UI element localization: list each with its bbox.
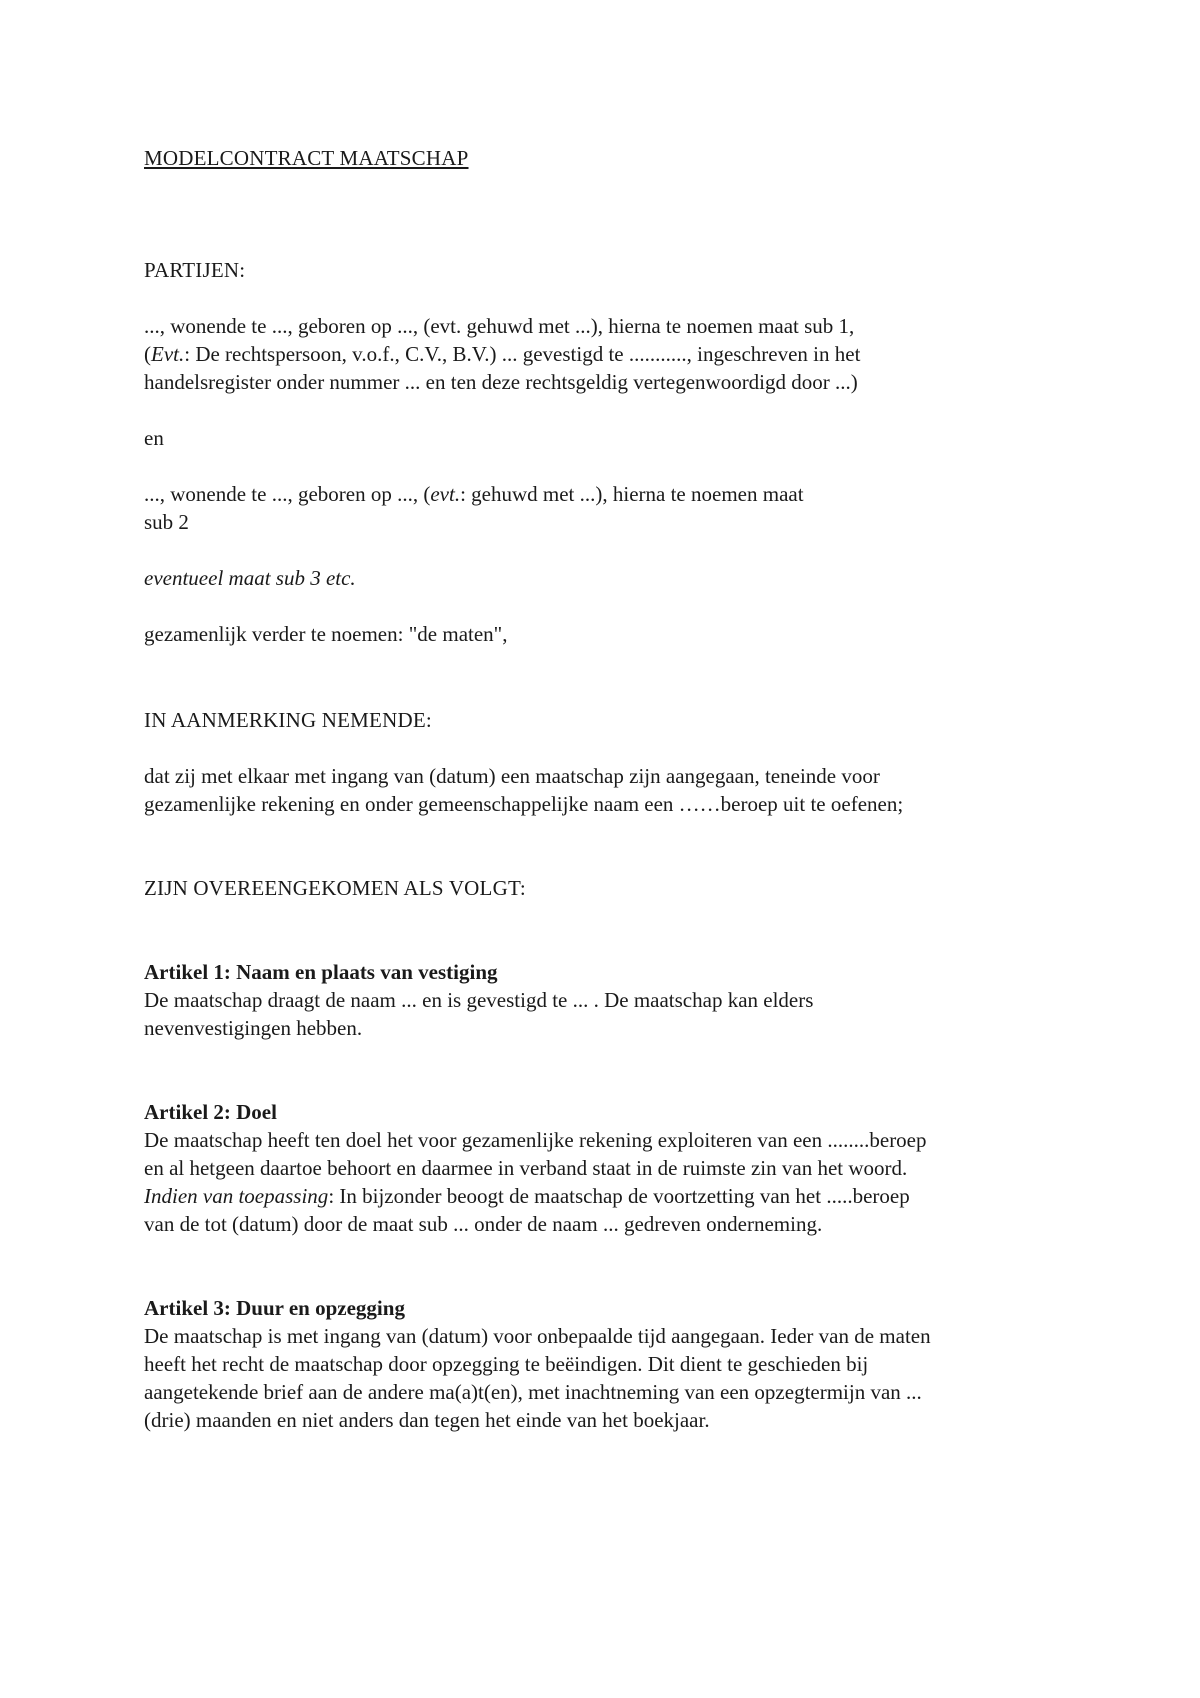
party2-line2: sub 2 bbox=[144, 510, 189, 534]
artikel1-line2: nevenvestigingen hebben. bbox=[144, 1016, 363, 1040]
artikel3-line3: aangetekende brief aan de andere ma(a)t(en), met inachtneming van een opzegtermijn van ... bbox=[144, 1380, 922, 1404]
artikel1-heading: Artikel 1: Naam en plaats van vestiging bbox=[144, 960, 498, 984]
party1-line2: (Evt.: De rechtspersoon, v.o.f., C.V., B.V.) ... gevestigd te ..........., ingeschreven in het bbox=[144, 342, 861, 366]
artikel3-heading: Artikel 3: Duur en opzegging bbox=[144, 1296, 405, 1320]
artikel2-line2: en al hetgeen daartoe behoort en daarmee in verband staat in de ruimste zin van het woord. bbox=[144, 1156, 908, 1180]
eventueel-note: eventueel maat sub 3 etc. bbox=[144, 566, 356, 590]
artikel3-section bbox=[144, 1294, 1084, 1434]
artikel3-line1: De maatschap is met ingang van (datum) voor onbepaalde tijd aangegaan. Ieder van de maten bbox=[144, 1324, 931, 1348]
artikel1-line1: De maatschap draagt de naam ... en is gevestigd te ... . De maatschap kan elders bbox=[144, 988, 814, 1012]
in-aanmerking-paragraph bbox=[144, 762, 1084, 818]
in-aanmerking-heading: IN AANMERKING NEMENDE: bbox=[144, 708, 432, 732]
party1-line3: handelsregister onder nummer ... en ten deze rechtsgeldig vertegenwoordigd door ...) bbox=[144, 370, 858, 394]
overeengekomen-heading: ZIJN OVEREENGEKOMEN ALS VOLGT: bbox=[144, 876, 526, 900]
in-aanmerking-line2: gezamenlijke rekening en onder gemeenschappelijke naam een ……beroep uit te oefenen; bbox=[144, 792, 904, 816]
artikel3-line4: (drie) maanden en niet anders dan tegen het einde van het boekjaar. bbox=[144, 1408, 710, 1432]
partijen-heading: PARTIJEN: bbox=[144, 258, 246, 282]
artikel3-line2: heeft het recht de maatschap door opzegging te beëindigen. Dit dient te geschieden bij bbox=[144, 1352, 869, 1376]
gezamenlijk-line: gezamenlijk verder te noemen: "de maten", bbox=[144, 622, 508, 646]
artikel2-line4: van de tot (datum) door de maat sub ... onder de naam ... gedreven onderneming. bbox=[144, 1212, 823, 1236]
artikel2-line1: De maatschap heeft ten doel het voor gezamenlijke rekening exploiteren van een ........beroep bbox=[144, 1128, 927, 1152]
artikel2-line3: Indien van toepassing: In bijzonder beoogt de maatschap de voortzetting van het .....beroep bbox=[144, 1184, 910, 1208]
artikel2-section bbox=[144, 1098, 1084, 1238]
en-connector: en bbox=[144, 426, 164, 450]
in-aanmerking-line1: dat zij met elkaar met ingang van (datum) een maatschap zijn aangegaan, teneinde voor bbox=[144, 764, 880, 788]
artikel2-heading: Artikel 2: Doel bbox=[144, 1100, 277, 1124]
party2-paragraph bbox=[144, 480, 1084, 536]
party2-line1: ..., wonende te ..., geboren op ..., (evt.: gehuwd met ...), hierna te noemen maat bbox=[144, 482, 804, 506]
party1-line1: ..., wonende te ..., geboren op ..., (evt. gehuwd met ...), hierna te noemen maat sub 1, bbox=[144, 314, 855, 338]
party1-paragraph bbox=[144, 312, 1084, 396]
document-title: MODELCONTRACT MAATSCHAP bbox=[144, 146, 469, 170]
artikel1-section bbox=[144, 958, 1084, 1042]
